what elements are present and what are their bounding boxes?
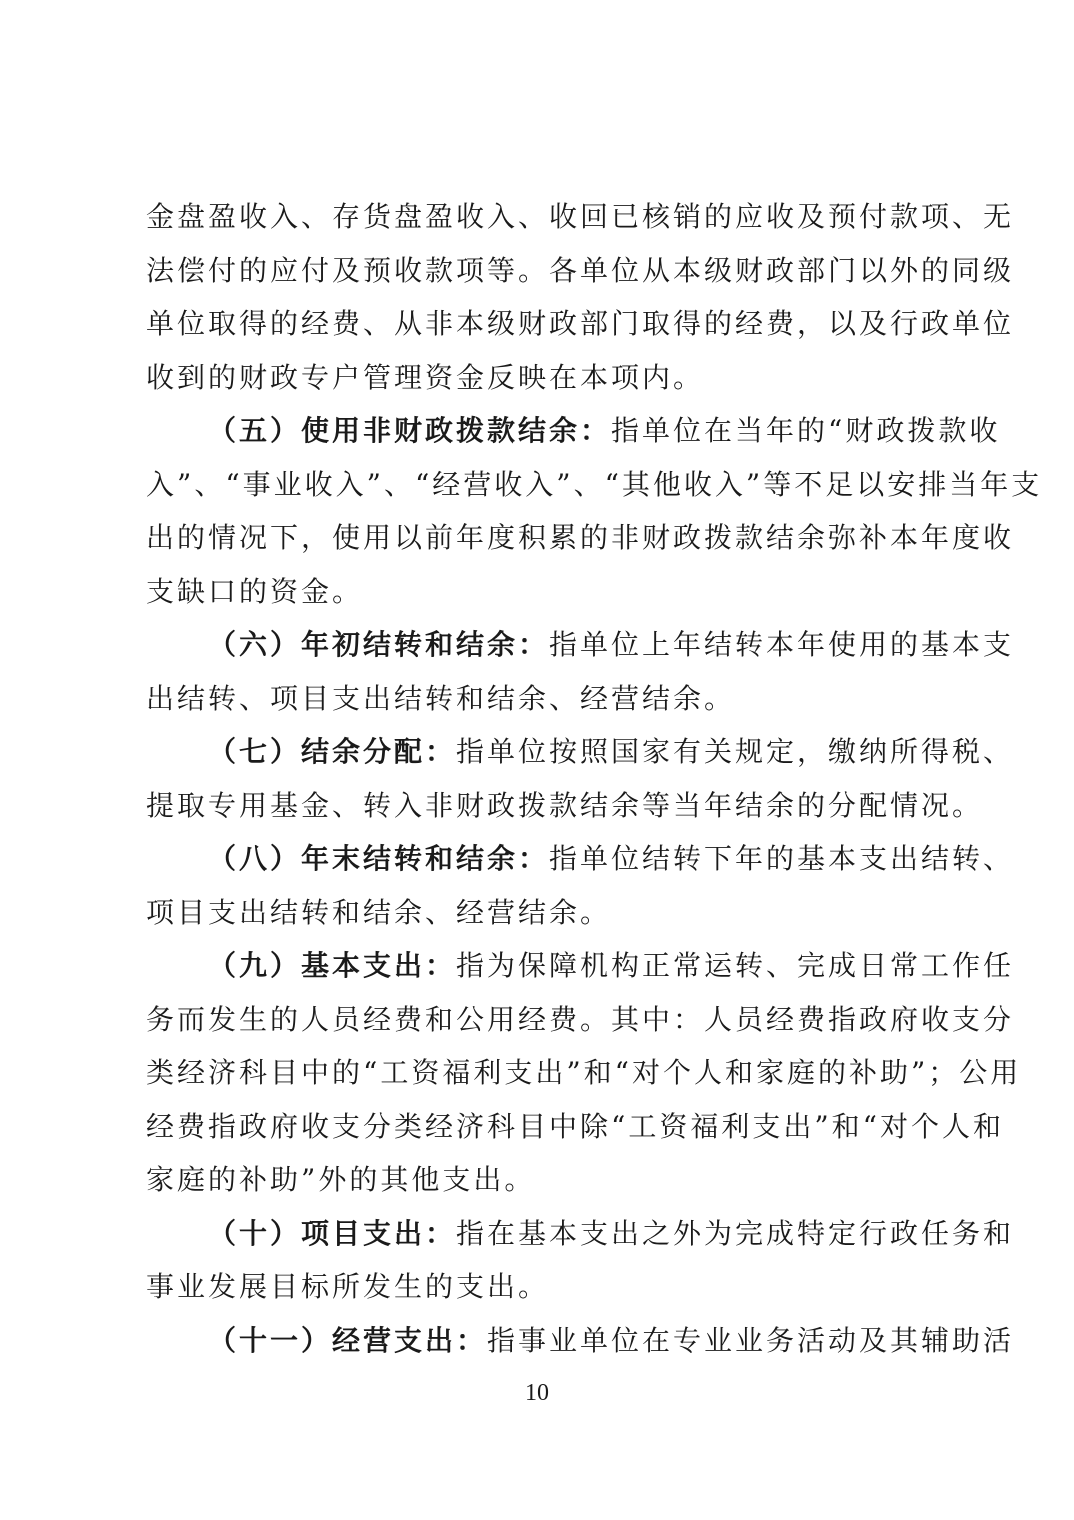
definition-text: 指单位在当年的“财政拨款收 <box>611 414 1001 447</box>
text-line: 项目支出结转和结余、经营结余。 <box>146 895 612 929</box>
text-line: 出的情况下，使用以前年度积累的非财政拨款结余弥补本年度收 <box>146 521 1015 554</box>
definition-text: 指事业单位在专业业务活动及其辅助活 <box>487 1323 1015 1357</box>
term-heading: （十一）经营支出： <box>208 1323 488 1357</box>
definition-text: 指为保障机构正常运转、完成日常工作任 <box>456 949 1015 982</box>
term-heading: （八）年末结转和结余： <box>208 842 550 875</box>
text-line: 家庭的补助”外的其他支出。 <box>146 1163 536 1196</box>
paragraph-first-line <box>146 1207 1015 1261</box>
definition-text: 指在基本支出之外为完成特定行政任务和 <box>456 1216 1015 1250</box>
paragraph-first-line <box>146 1314 1015 1368</box>
term-heading: （六）年初结转和结余： <box>208 628 550 661</box>
text-line: 单位取得的经费、从非本级财政部门取得的经费，以及行政单位 <box>146 307 1015 340</box>
text-line: 务而发生的人员经费和公用经费。其中：人员经费指政府收支分 <box>146 1002 1015 1036</box>
text-line: 经费指政府收支分类经济科目中除“工资福利支出”和“对个人和 <box>146 1109 1004 1143</box>
page-number: 10 <box>525 1380 549 1406</box>
paragraph-first-line <box>146 404 1001 458</box>
definition-text: 指单位上年结转本年使用的基本支 <box>549 628 1015 661</box>
text-line: 收到的财政专户管理资金反映在本项内。 <box>146 360 705 394</box>
text-line: 金盘盈收入、存货盘盈收入、收回已核销的应收及预付款项、无 <box>146 200 1015 233</box>
text-line: 出结转、项目支出结转和结余、经营结余。 <box>146 681 736 715</box>
term-heading: （七）结余分配： <box>208 735 457 768</box>
paragraph-first-line <box>146 725 1015 779</box>
document-body <box>146 190 1043 1367</box>
text-line: 法偿付的应付及预收款项等。各单位从本级财政部门以外的同级 <box>146 253 1015 287</box>
term-heading: （十）项目支出： <box>208 1216 457 1250</box>
paragraph-first-line <box>146 832 1015 886</box>
definition-text: 指单位按照国家有关规定，缴纳所得税、 <box>456 735 1015 768</box>
text-line: 提取专用基金、转入非财政拨款结余等当年结余的分配情况。 <box>146 788 984 822</box>
term-heading: （九）基本支出： <box>208 949 457 982</box>
paragraph-first-line <box>146 939 1015 993</box>
text-line: 入”、“事业收入”、“经营收入”、“其他收入”等不足以安排当年支 <box>146 467 1043 501</box>
text-line: 类经济科目中的“工资福利支出”和“对个人和家庭的补助”；公用 <box>146 1056 1022 1089</box>
term-heading: （五）使用非财政拨款结余： <box>208 414 612 447</box>
paragraph-first-line <box>146 618 1015 672</box>
definition-text: 指单位结转下年的基本支出结转、 <box>549 842 1015 875</box>
text-line: 支缺口的资金。 <box>146 574 364 608</box>
text-line: 事业发展目标所发生的支出。 <box>146 1270 550 1303</box>
